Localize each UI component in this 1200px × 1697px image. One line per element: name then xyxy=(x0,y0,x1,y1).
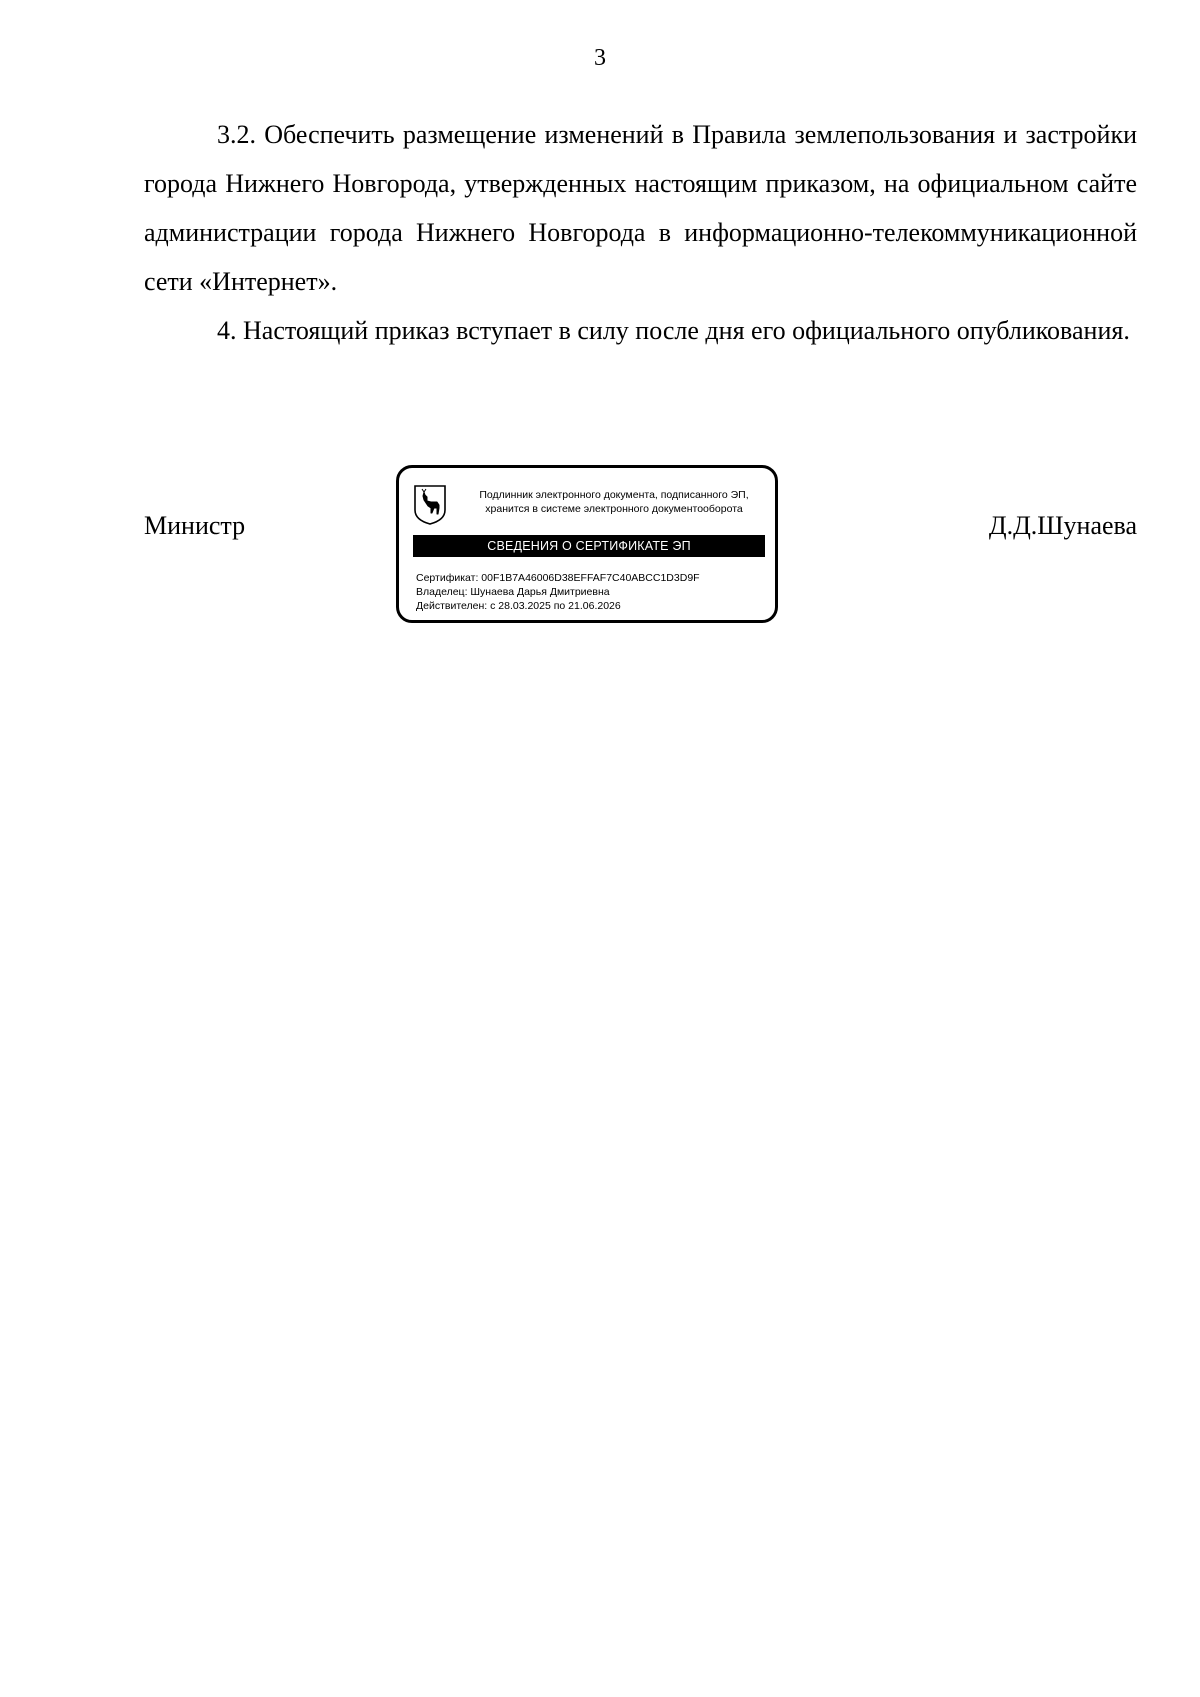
paragraph-4: 4. Настоящий приказ вступает в силу после дня его официального опубликования. xyxy=(217,316,1130,345)
stamp-notice xyxy=(459,488,769,516)
paragraph-3-2: 3.2. Обеспечить размещение изменений в Правила землепользования и застройки города Нижнего Новгорода, утвержденных настоящим приказом, на официальном сайте администрации города Нижнего Новгорода в информационно-телекоммуникационной сети «Интернет». xyxy=(144,120,1137,296)
document-body xyxy=(144,110,1137,355)
coat-of-arms-deer-icon xyxy=(413,484,447,526)
electronic-signature-stamp xyxy=(396,465,778,623)
certificate-number: Сертификат: 00F1B7A46006D38EFFAF7C40ABCC1D3D9F xyxy=(416,572,700,584)
stamp-header: СВЕДЕНИЯ О СЕРТИФИКАТЕ ЭП xyxy=(413,535,765,557)
page-number: 3 xyxy=(594,45,606,71)
signer-position: Министр xyxy=(144,511,246,540)
certificate-owner: Владелец: Шунаева Дарья Дмитриевна xyxy=(416,586,610,598)
signer-name: Д.Д.Шунаева xyxy=(988,511,1137,540)
certificate-validity: Действителен: с 28.03.2025 по 21.06.2026 xyxy=(416,600,621,612)
stamp-notice-line: хранится в системе электронного документооборота xyxy=(485,503,743,515)
certificate-details xyxy=(416,571,700,613)
stamp-notice-line: Подлинник электронного документа, подписанного ЭП, xyxy=(479,489,749,501)
